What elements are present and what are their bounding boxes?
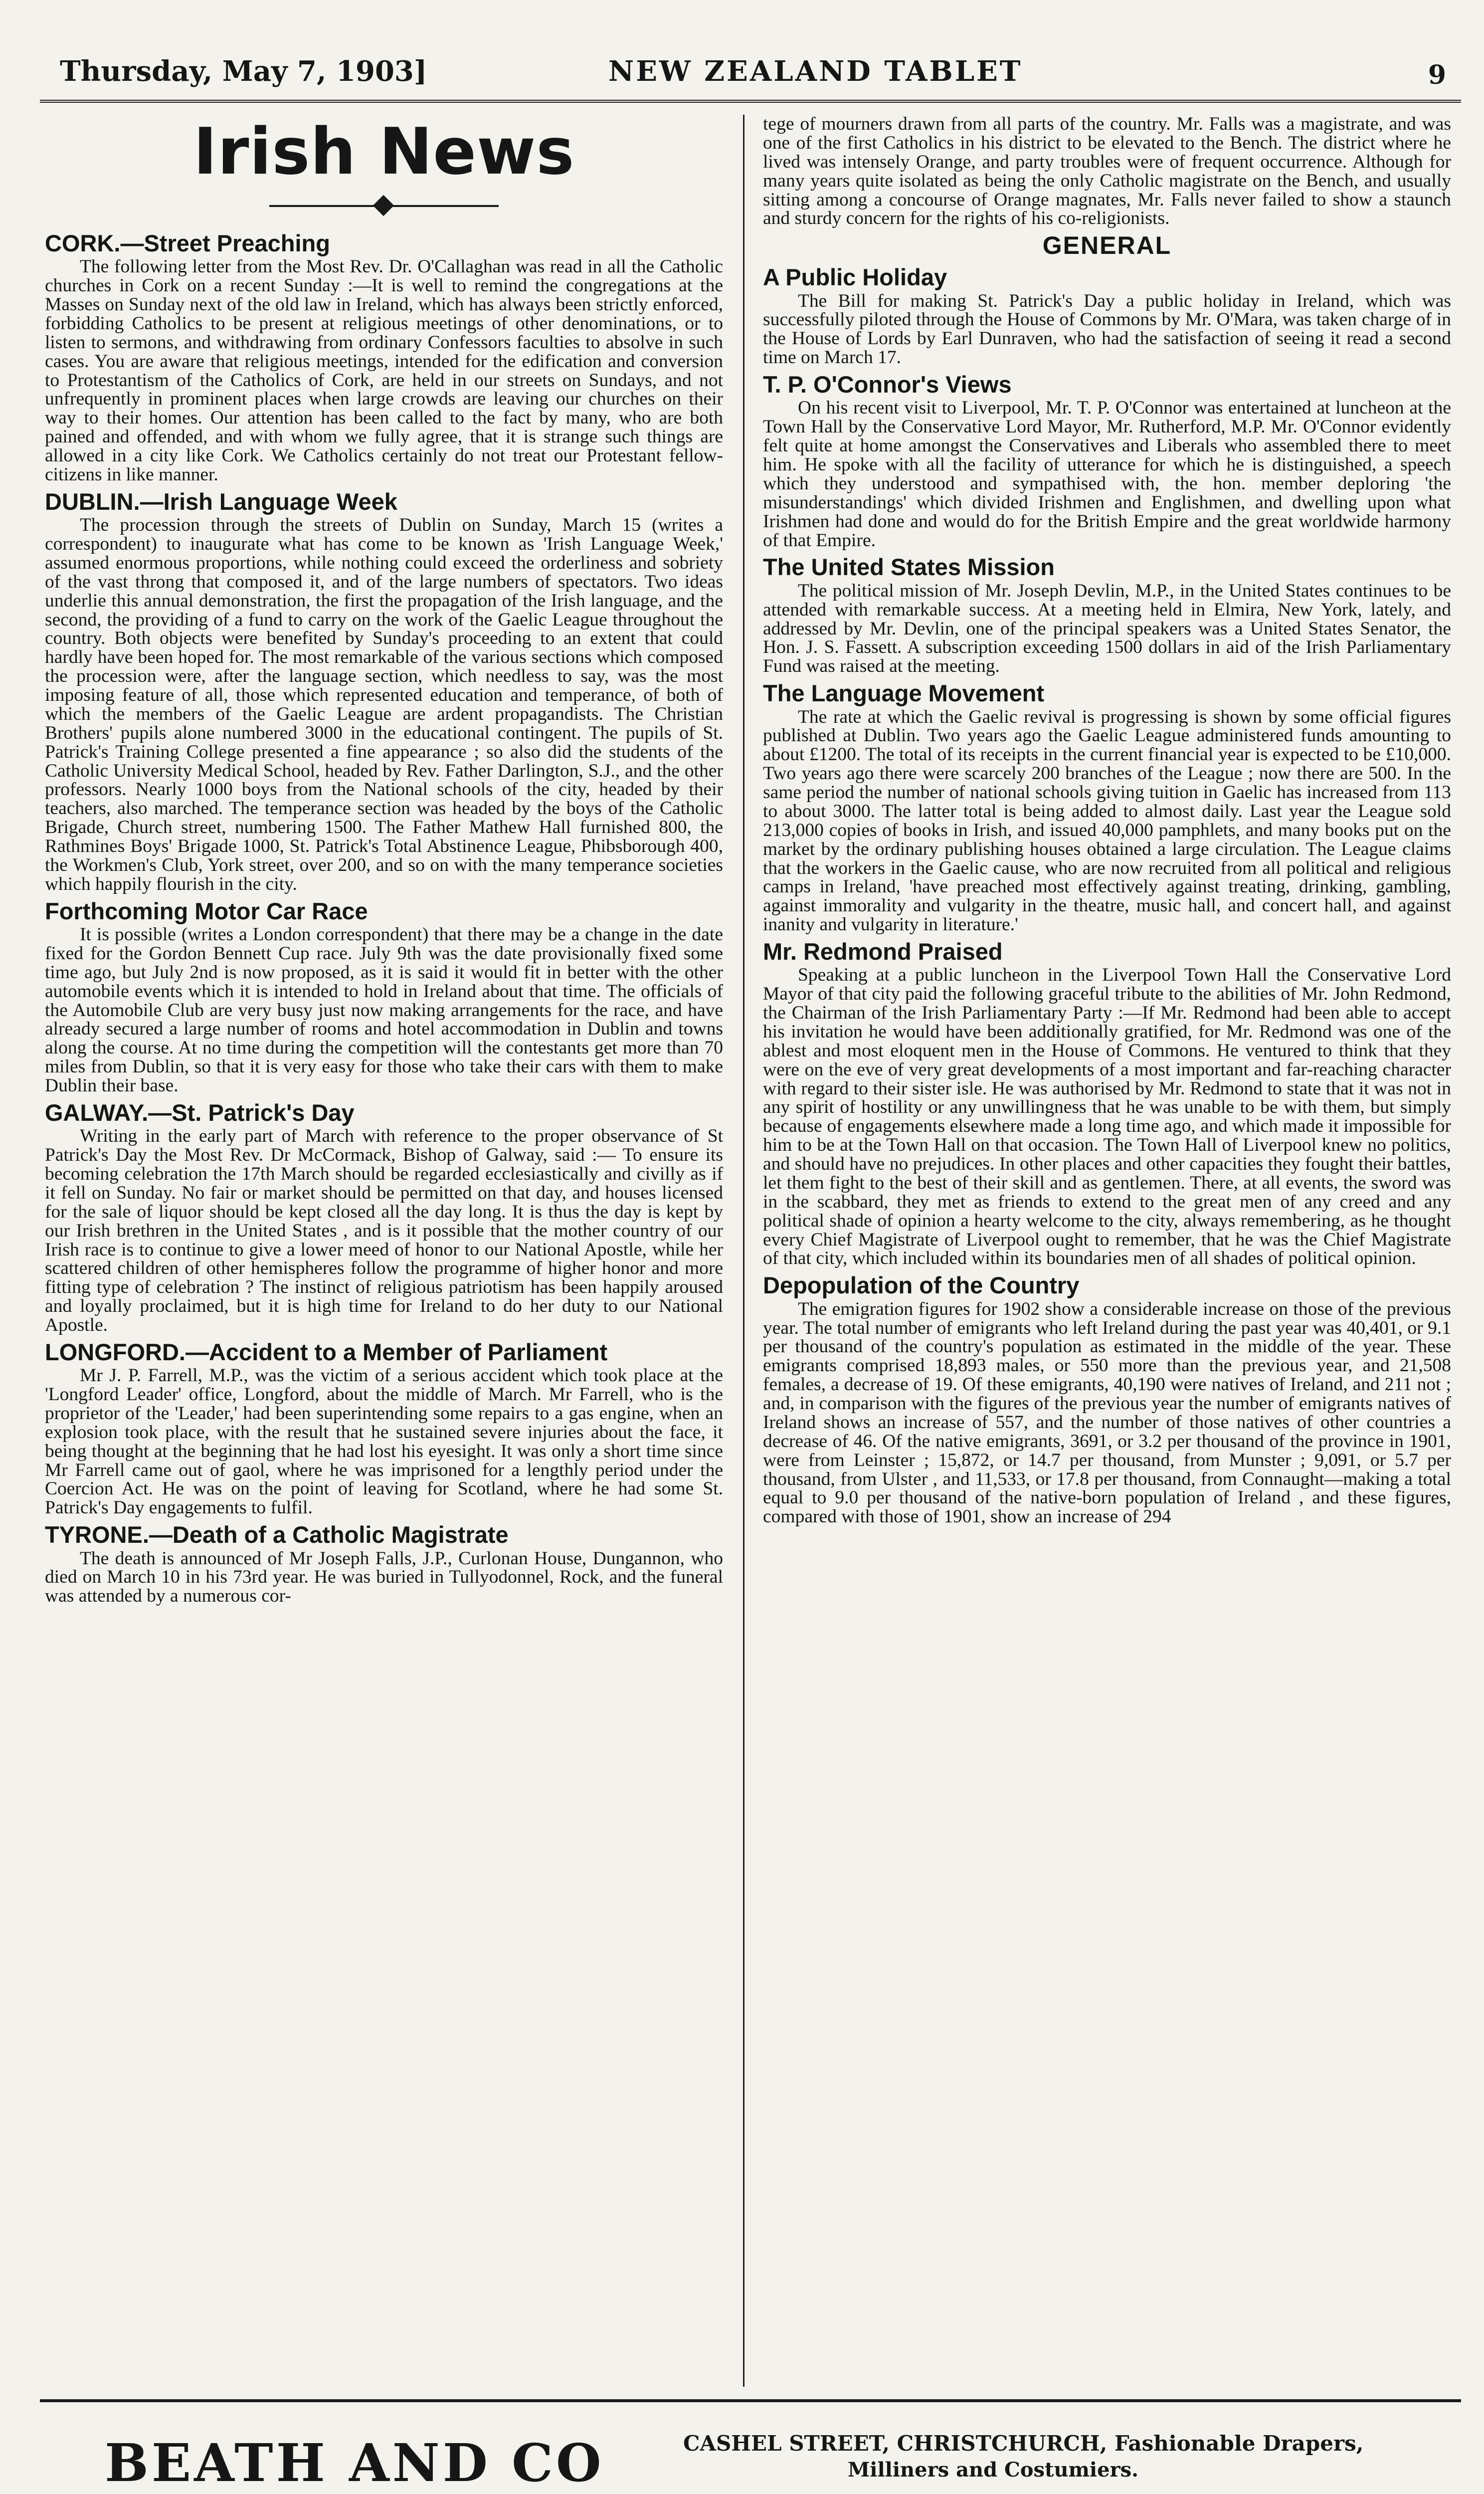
article-body-tyrone-continued: tege of mourners drawn from all parts of the country. Mr. Falls was a magistrate, and was one of the first Catholics in his district to be elevated to the Bench. The district where he lived was intensely Orange, and party troubles were of frequent occurrence. Although for many years quite isolated as being the only Catholic magistrate on the Bench, and usually sitting among a concourse of Orange magnates, Mr. Falls never failed to show a staunch and sturdy concern for the rights of his co-religionists. xyxy=(763,115,1451,229)
article-body-galway: Writing in the early part of March with reference to the proper observance of St Patrick's Day the Most Rev. Dr McCormack, Bishop of Galway, said :— To ensure its becoming celebration the 17th March should be regarded ecclesiastically and civilly as if it fell on Sunday. No fair or market should be permitted on that day, and houses licensed for the sale of liquor should be kept closed all the day long. It is thus the day is kept by our Irish brethren in the United States , and is it possible that the mother country of our Irish race is to continue to give a lower meed of honor to our National Apostle, while her scattered children of other hemispheres follow the programme of higher honor and more fitting type of celebration ? The instinct of religious patriotism has been happily aroused and loyally proclaimed, but it is high time for Ireland to do her duty to our National Apostle. xyxy=(45,1126,723,1335)
article-heading-oconnor: T. P. O'Connor's Views xyxy=(763,371,1012,398)
article-body-depopulation: The emigration figures for 1902 show a considerable increase on those of the previous year. The total number of emigrants who left Ireland during the past year was 40,401, or 9.1 per thousand of the country's population as estimated in the middle of the year. These emigrants comprised 18,893 males, or 550 more than the previous year, and 21,508 females, a decrease of 19. Of these emigrants, 40,190 were natives of Ireland, and 211 not ; and, in comparison with the figures of the previous year the number of emigrants natives of Ireland shows an increase of 557, and the number of those natives of other countries a decrease of 46. Of the native emigrants, 3691, or 3.2 per thousand of the province in 1901, were from Leinster ; 15,872, or 14.7 per thousand, from Munster ; 9,091, or 5.7 per thousand, from Ulster , and 11,533, or 17.8 per thousand, from Connaught—making a total equal to 9.0 per thousand of the native-born population of Ireland , and these figures, compared with those of 1901, show an increase of 294 xyxy=(763,1298,1451,1527)
article-body-us-mission: The political mission of Mr. Joseph Devlin, M.P., in the United States continues to be attended with remarkable success. At a meeting held in Elmira, New York, lately, and addressed by Mr. Devlin, one of the principal speakers was a United States Senator, the Hon. J. S. Fassett. A subscription exceeding 1500 dollars in aid of the Irish Parliamentary Fund was raised at the meeting. xyxy=(763,580,1451,677)
article-body-oconnor: On his recent visit to Liverpool, Mr. T. P. O'Connor was entertained at luncheon at the Town Hall by the Conservative Lord Mayor, Mr. Rutherford, M.P. Mr. O'Connor evidently felt quite at home amongst the Conservatives and Liberals who assembled there to meet him. He spoke with all the facility of utterance for which he is distinguished, a speech which they understood and sympathised with, the hon. member deploring 'the misunderstandings' which divided Irishmen and Englishmen, and dwelling upon what Irishmen had done and would do for the British Empire and the great worldwide harmony of that Empire. xyxy=(763,398,1451,551)
article-heading-us-mission: The United States Mission xyxy=(763,554,1055,581)
article-heading-longford: LONGFORD.—Accident to a Member of Parliament xyxy=(45,1338,608,1365)
article-heading-public-holiday: A Public Holiday xyxy=(763,264,947,291)
article-body-tyrone: The death is announced of Mr Joseph Falls, J.P., Curlonan House, Dungannon, who died on March 10 in his 73rd year. He was buried in Tullyodonnel, Rock, and the funeral was attended by a numerous cor- xyxy=(45,1548,723,1607)
article-heading-motor: Forthcoming Motor Car Race xyxy=(45,897,368,924)
column-divider xyxy=(743,115,744,2387)
advertiser-trade: Milliners and Costumiers. xyxy=(848,2458,1139,2482)
masthead xyxy=(40,25,1461,103)
article-heading-language-movement: The Language Movement xyxy=(763,680,1045,707)
article-heading-galway: GALWAY.—St. Patrick's Day xyxy=(45,1099,355,1126)
article-heading-depopulation: Depopulation of the Country xyxy=(763,1272,1080,1299)
page-number: 9 xyxy=(1428,60,1446,90)
article-heading-redmond: Mr. Redmond Praised xyxy=(763,938,1003,965)
article-body-redmond: Speaking at a public luncheon in the Liverpool Town Hall the Conservative Lord Mayor of that city paid the following graceful tribute to the abilities of Mr. John Redmond, the Chairman of the Irish Parliamentary Party :—If Mr. Redmond had been able to accept his invitation he would have been additionally gratified, for Mr. Redmond was one of the ablest and most eloquent men in the House of Commons. He ventured to think that they were on the eve of very great developments of a most important and far-reaching character with regard to their sister isle. He was authorised by Mr. Redmond to state that it was not in any spirit of hostility or any unwillingness that he was unable to be with them, but simply because of engagements elsewhere made a long time ago, and which made it impossible for him to be at the Town Hall on that occasion. The Town Hall of Liverpool knew no politics, and should have no prejudices. In other places and other capacities they fought their battles, let them fight to the best of their skill and as gentlemen. There, at all events, the sword was in the scabbard, they met as friends to extend to the great men of any creed and any political shade of opinion a hearty welcome to the city, always remembering, as he thought every Chief Magistrate of Liverpool ought to remember, that he was the Chief Magistrate of that city, which included within its boundaries men of all shades of political opinion. xyxy=(763,965,1451,1269)
section-title-general: GENERAL xyxy=(1042,231,1172,260)
issue-date: Thursday, May 7, 1903] xyxy=(60,55,427,88)
advertiser-name: BEATH AND CO xyxy=(105,2432,604,2494)
article-body-cork: The following letter from the Most Rev. Dr. O'Callaghan was read in all the Catholic churches in Cork on a recent Sunday :—It is well to remind the congregations at the Masses on Sunday next of the old law in Ireland, which has always been strictly enforced, forbidding Catholics to be present at religious meetings of other denominations, or to listen to sermons, and withdrawing from ordinary Confessors faculties to absolve in such cases. You are aware that religious meetings, intended for the edification and conversion to Protestantism of the Catholics of Cork, are held in our streets on Sundays, and not unfrequently in prominent places when large crowds are leaving our churches on their way to their homes. Our attention has been called to the fact by many, who are both pained and offended, and with whom we fully agree, that it is strange such things are allowed in a city like Cork. We Catholics certainly do not treat our Protestant fellow-citizens in like manner. xyxy=(45,256,723,485)
article-body-dublin: The procession through the streets of Dublin on Sunday, March 15 (writes a correspondent) to inaugurate what has come to be known as 'Irish Language Week,' assumed enormous proportions, while nothing could exceed the orderliness and sobriety of the vast throng that composed it, and of the large numbers of spectators. Two ideas underlie this annual demonstration, the first the propagation of the Irish language, and the second, the providing of a fund to carry on the work of the Gaelic League throughout the country. Both objects were benefited by Sunday's proceeding to an extent that could hardly have been hoped for. The most remarkable of the various sections which composed the procession were, after the language section, which needless to say, was the most imposing feature of all, those which represented education and temperance, of both of which the members of the Gaelic League are ardent propagandists. The Christian Brothers' pupils alone numbered 3000 in the educational contingent. The pupils of St. Patrick's Training College presented a fine appearance ; so also did the students of the Catholic University Medical School, headed by Rev. Father Darlington, S.J., and the other professors. Nearly 1000 boys from the National schools of the city, headed by their teachers, also marched. The temperance section was headed by the boys of the Catholic Brigade, Church street, numbering 1500. The Father Mathew Hall furnished 800, the Rathmines Boys' Brigade 1000, St. Patrick's Total Abstinence League, Phibsborough 400, the Workmen's Club, York street, over 200, and so on with the many temperance societies which happily flourish in the city. xyxy=(45,515,723,894)
left-column xyxy=(45,115,723,2387)
article-body-language-movement: The rate at which the Gaelic revival is progressing is shown by some official figures published at Dublin. Two years ago the Gaelic League administered funds amounting to about £1200. The total of its receipts in the current financial year is expected to be £10,000. Two years ago there were scarcely 200 branches of the League ; now there are 500. In the same period the number of national schools giving tuition in Gaelic has increased from 113 to about 3000. The latter total is being added to almost daily. Last year the League sold 213,000 copies of books in Irish, and issued 40,000 pamphlets, and many books put on the market by the ordinary publishing houses obtained a large circulation. The League claims that the workers in the Gaelic cause, who are now recruited from all political and religious camps in Ireland, 'have preached most effectively against treating, drinking, gambling, against immorality and vulgarity in the theatre, music hall, and concert hall, and against inanity and vulgarity in literature.' xyxy=(763,706,1451,935)
newspaper-title: NEW ZEALAND TABLET xyxy=(608,55,1023,88)
footer-advertisement xyxy=(40,2399,1461,2494)
diamond-icon xyxy=(373,195,394,216)
ornament-divider xyxy=(269,196,499,216)
article-heading-tyrone: TYRONE.—Death of a Catholic Magistrate xyxy=(45,1521,509,1548)
advertiser-address: CASHEL STREET, CHRISTCHURCH, Fashionable Drapers, xyxy=(683,2431,1364,2456)
article-heading-dublin: DUBLIN.—Irish Language Week xyxy=(45,488,397,515)
article-heading-cork: CORK.—Street Preaching xyxy=(45,230,330,256)
article-body-public-holiday: The Bill for making St. Patrick's Day a public holiday in Ireland, which was successfully piloted through the House of Commons by Mr. O'Mara, was taken charge of in the House of Lords by Earl Dunraven, who had the satisfaction of seeing it read a second time on March 17. xyxy=(763,290,1451,368)
right-column xyxy=(763,115,1451,2387)
article-body-longford: Mr J. P. Farrell, M.P., was the victim of a serious accident which took place at the 'Longford Leader' office, Longford, about the middle of March. Mr Farrell, who is the proprietor of the 'Leader,' had been superintending some repairs to a gas engine, when an explosion took place, with the result that he sustained severe injuries about the face, it being thought at the beginning that he had lost his eyesight. It was only a short time since Mr Farrell came out of gaol, where he was imprisoned for a lengthly period under the Coercion Act. He was on the point of leaving for Scotland, where he had some St. Patrick's Day engagements to fulfil. xyxy=(45,1365,723,1518)
section-title-irish-news: Irish News xyxy=(193,115,575,189)
article-body-motor: It is possible (writes a London correspondent) that there may be a change in the date fixed for the Gordon Bennett Cup race. July 9th was the date provisionally fixed some time ago, but July 2nd is now proposed, as it is said it would fit in better with the other automobile events which it is intended to hold in Ireland about that time. The officials of the Automobile Club are very busy just now making arrangements for the race, and have already secured a large number of rooms and hotel accommodation in Dublin and towns along the course. At no time during the competition will the contestants get more than 70 miles from Dublin, so that it is very easy for those who take their cars with them to make Dublin their base. xyxy=(45,924,723,1096)
